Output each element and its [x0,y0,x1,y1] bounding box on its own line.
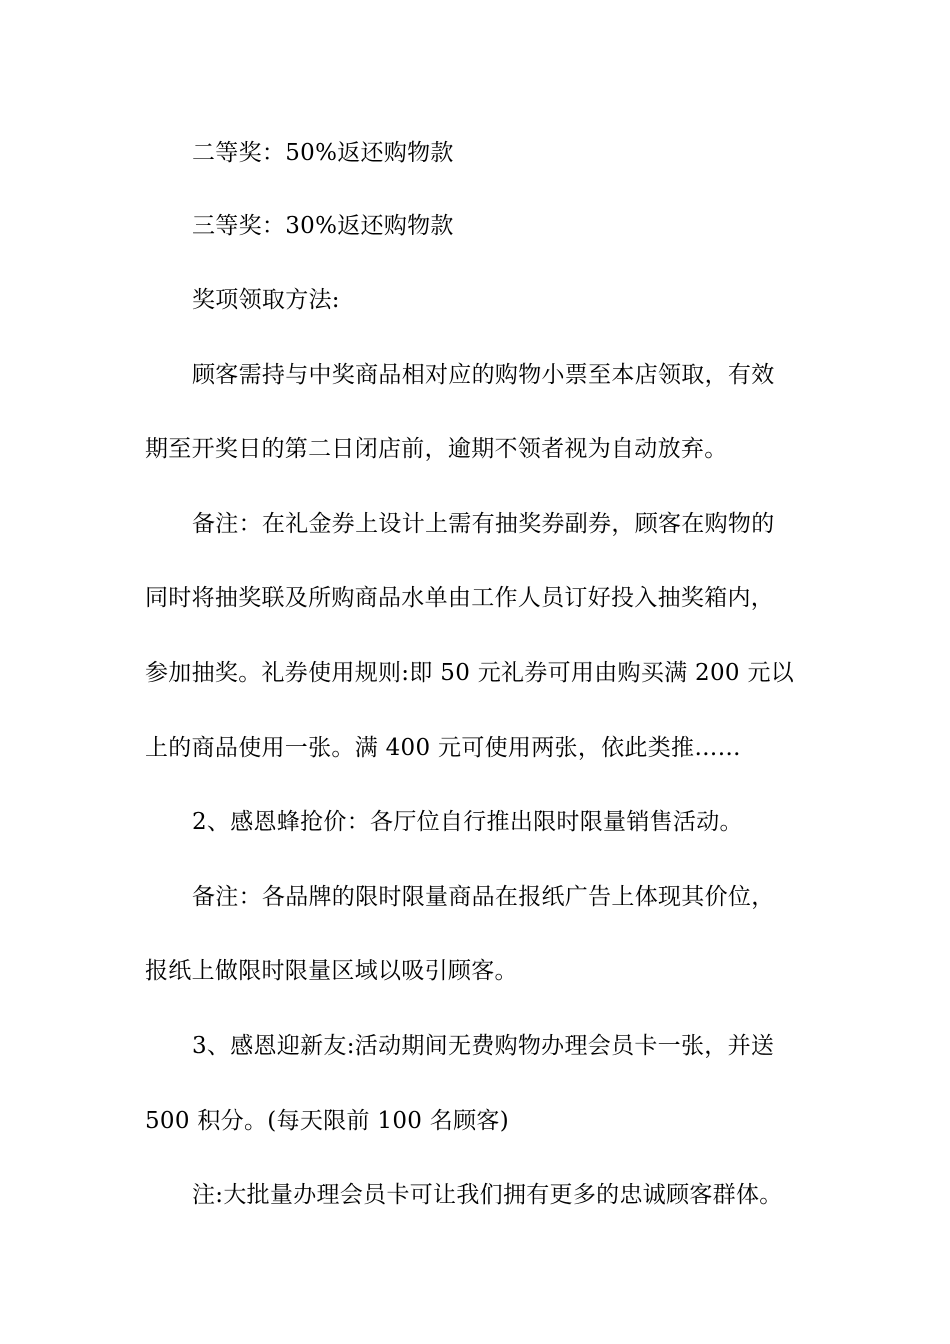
paragraph-line: 奖项领取方法: [192,287,340,313]
paragraph-line: 注:大批量办理会员卡可让我们拥有更多的忠诚顾客群体。 [192,1182,783,1208]
paragraph-line: 备注：在礼金券上设计上需有抽奖券副券，顾客在购物的 [192,511,775,537]
paragraph-line: 上的商品使用一张。满 400 元可使用两张，依此类推…… [145,735,741,761]
paragraph-line: 期至开奖日的第二日闭店前，逾期不领者视为自动放弃。 [145,436,728,462]
paragraph-line: 备注：各品牌的限时限量商品在报纸广告上体现其价位， [192,884,775,910]
paragraph-line: 500 积分。(每天限前 100 名顾客) [145,1108,509,1134]
paragraph-line: 顾客需持与中奖商品相对应的购物小票至本店领取，有效 [192,362,775,388]
paragraph-line: 报纸上做限时限量区域以吸引顾客。 [145,958,518,984]
paragraph-line: 2、感恩蜂抢价：各厅位自行推出限时限量销售活动。 [192,809,743,835]
paragraph-line: 参加抽奖。礼券使用规则:即 50 元礼券可用由购买满 200 元以 [145,660,795,686]
paragraph-line: 三等奖：30%返还购物款 [192,213,454,239]
paragraph-line: 3、感恩迎新友:活动期间无费购物办理会员卡一张，并送 [192,1033,775,1059]
paragraph-line: 同时将抽奖联及所购商品水单由工作人员订好投入抽奖箱内， [145,585,775,611]
paragraph-line: 二等奖：50%返还购物款 [192,140,454,166]
